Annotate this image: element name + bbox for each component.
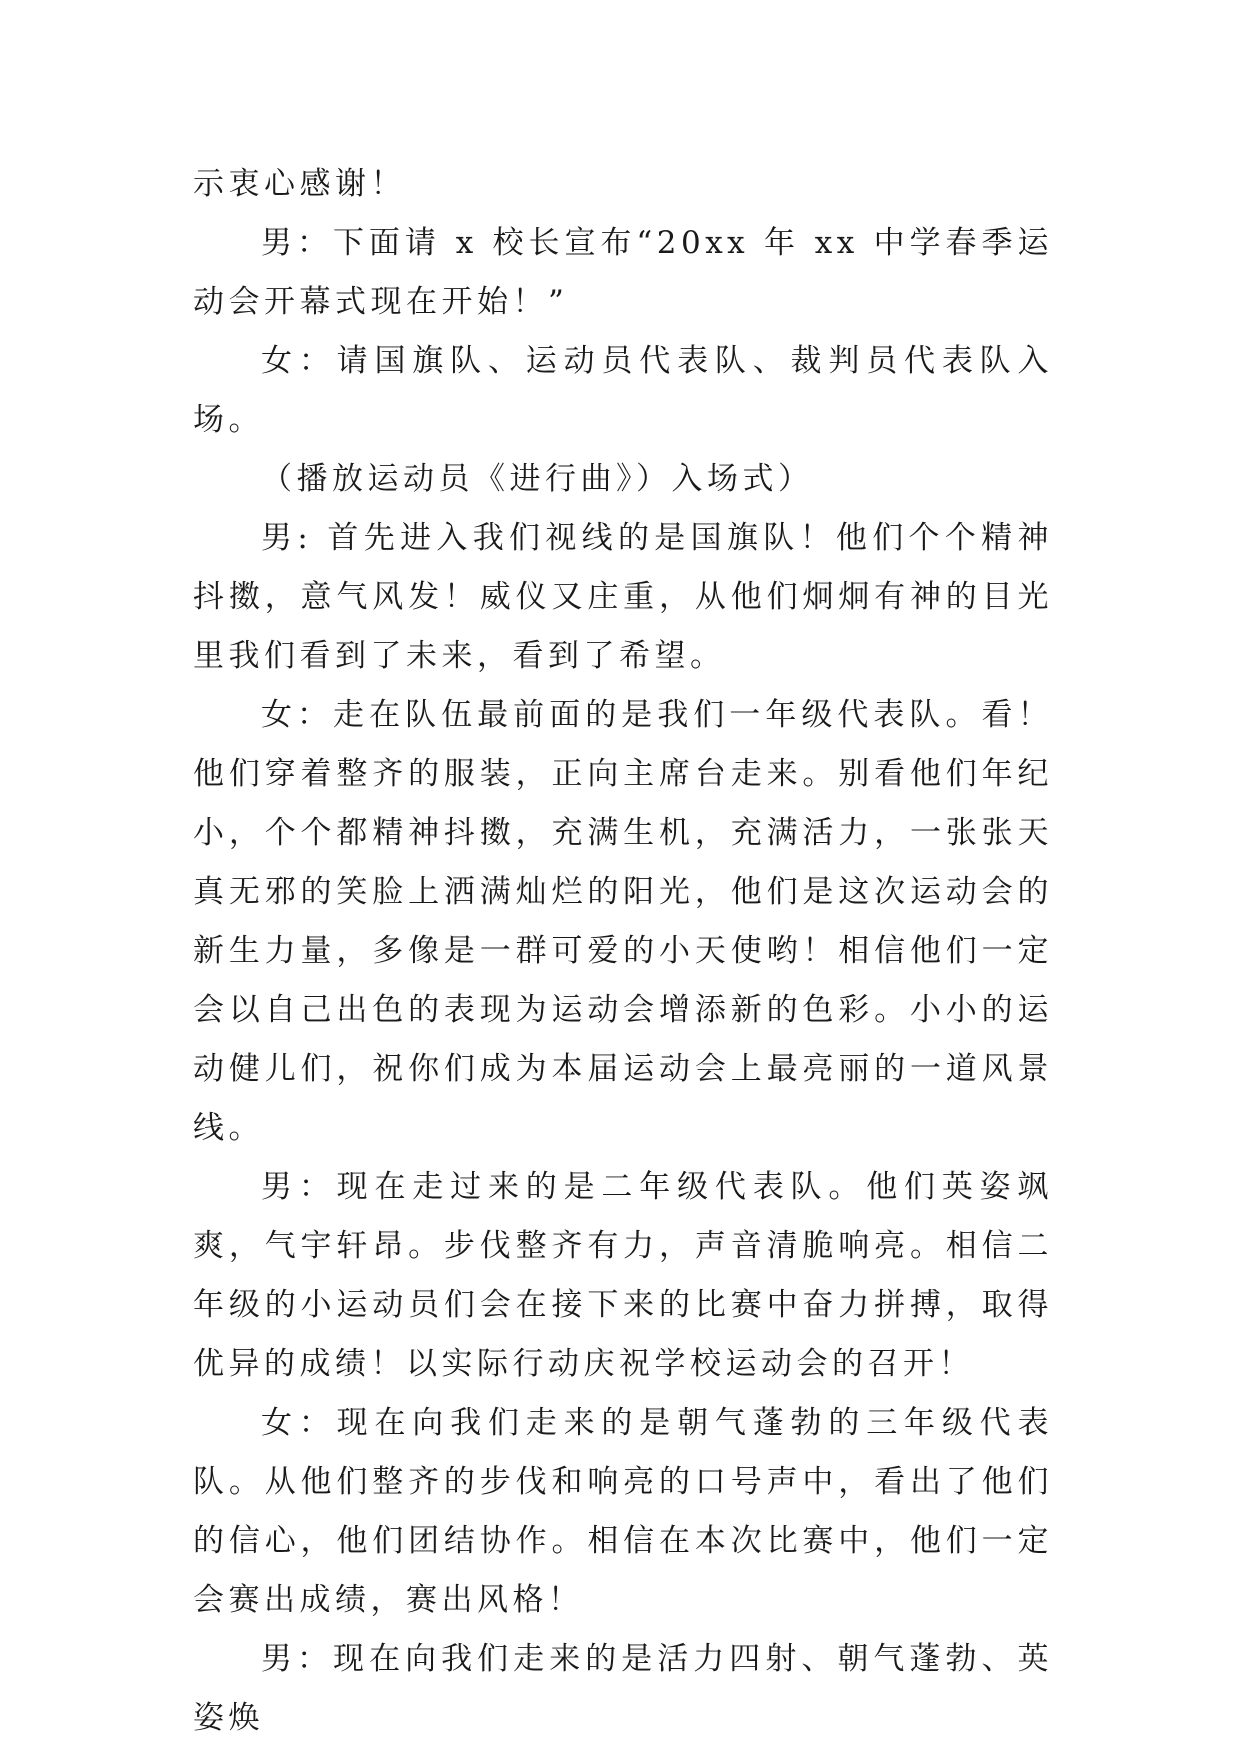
paragraph-2: 男：下面请 x 校长宣布“20xx 年 xx 中学春季运动会开幕式现在开始！” [193,225,1053,320]
paragraph-9: 男：现在向我们走来的是活力四射、朝气蓬勃、英姿焕 [193,1641,1053,1736]
paragraph-7: 男：现在走过来的是二年级代表队。他们英姿飒爽，气宇轩昂。步伐整齐有力，声音清脆响亮。相信二年级的小运动员们会在接下来的比赛中奋力拼搏，取得优异的成绩！以实际行动庆祝学校运动会的召开！ [193,1169,1053,1382]
document-body [193,155,1053,1748]
paragraph-1: 示衷心感谢！ [193,166,406,202]
paragraph-4: （播放运动员《进行曲》）入场式） [261,461,814,497]
paragraph-5: 男: 首先进入我们视线的是国旗队！他们个个精神抖擞，意气风发！威仪又庄重，从他们炯炯有神的目光里我们看到了未来，看到了希望。 [193,520,1053,674]
paragraph-6: 女：走在队伍最前面的是我们一年级代表队。看！他们穿着整齐的服装，正向主席台走来。别看他们年纪小，个个都精神抖擞，充满生机，充满活力，一张张天真无邪的笑脸上洒满灿烂的阳光，他们是这次运动会的新生力量，多像是一群可爱的小天使哟！相信他们一定会以自己出色的表现为运动会增添新的色彩。小小的运动健儿们，祝你们成为本届运动会上最亮丽的一道风景线。 [193,697,1053,1146]
paragraph-3: 女：请国旗队、运动员代表队、裁判员代表队入场。 [193,343,1053,438]
paragraph-8: 女：现在向我们走来的是朝气蓬勃的三年级代表队。从他们整齐的步伐和响亮的口号声中，看出了他们的信心，他们团结协作。相信在本次比赛中，他们一定会赛出成绩，赛出风格！ [193,1405,1053,1618]
